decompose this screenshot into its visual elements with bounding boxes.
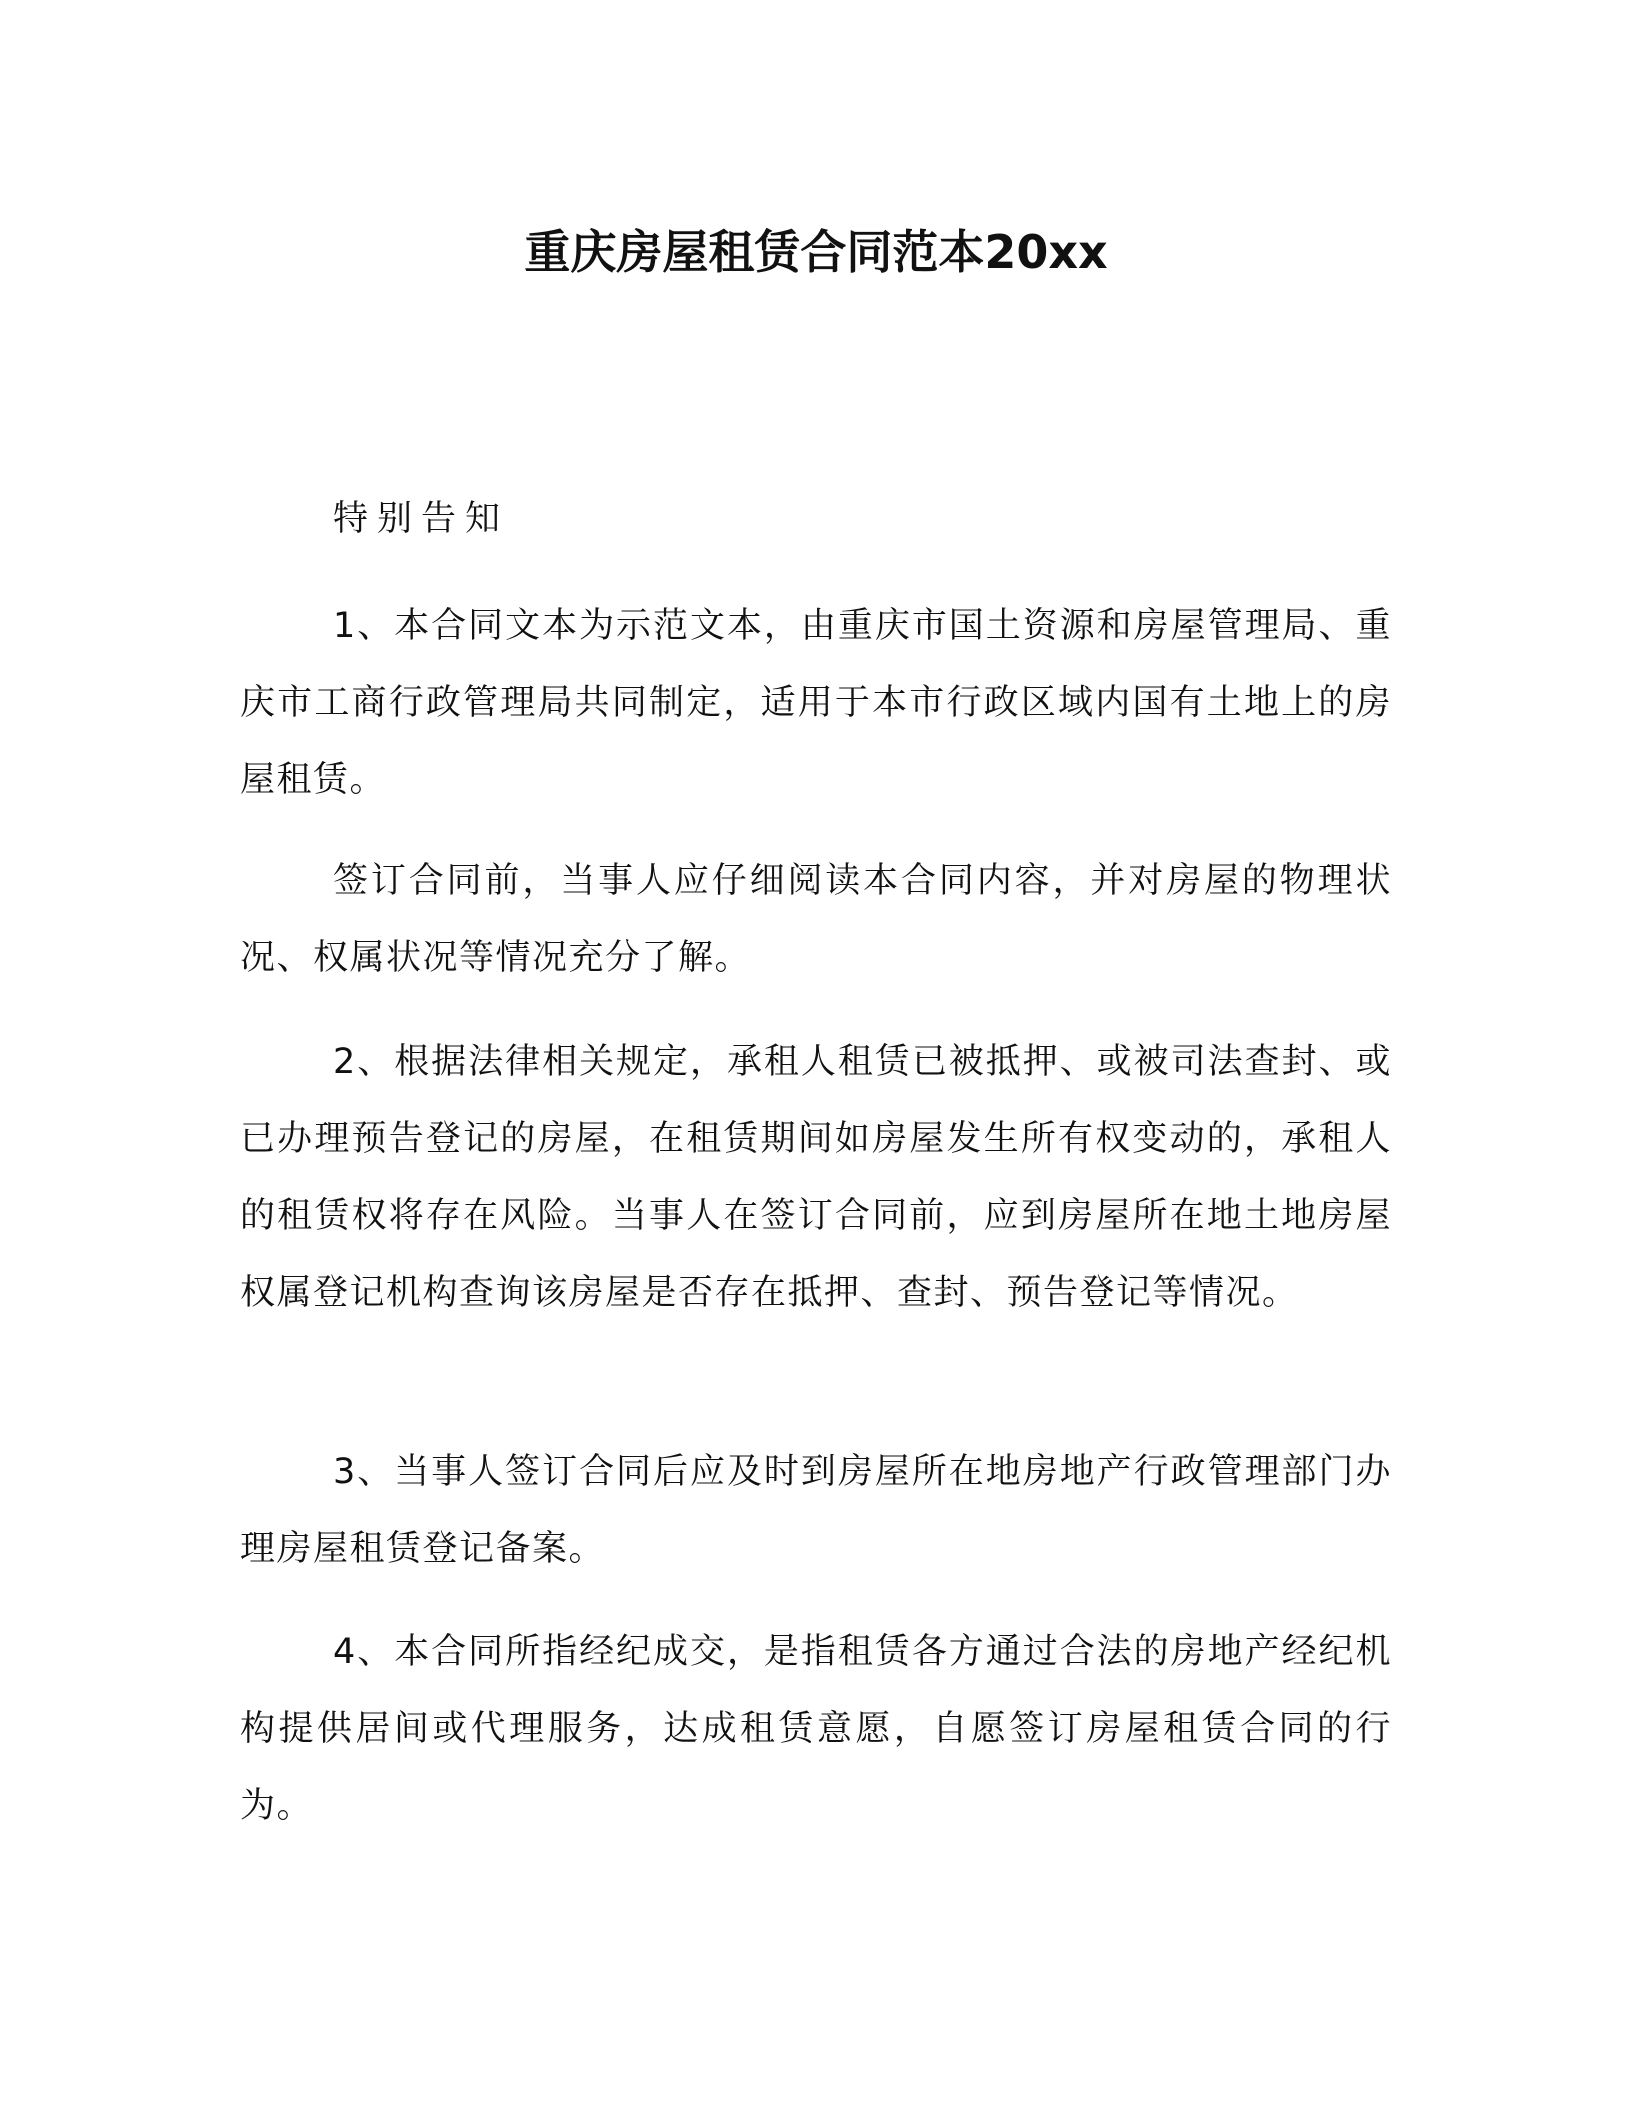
paragraph-4: 3、当事人签订合同后应及时到房屋所在地房地产行政管理部门办理房屋租赁登记备案。 [240, 1452, 1392, 1569]
document-title: 重庆房屋租赁合同范本20xx [524, 225, 1108, 279]
paragraph-5: 4、本合同所指经纪成交，是指租赁各方通过合法的房地产经纪机构提供居间或代理服务，达成租赁意愿，自愿签订房屋租赁合同的行为。 [240, 1632, 1392, 1826]
notice-heading: 特别告知 [333, 499, 510, 539]
paragraph-3: 2、根据法律相关规定，承租人租赁已被抵押、或被司法查封、或已办理预告登记的房屋，在租赁期间如房屋发生所有权变动的，承租人的租赁权将存在风险。当事人在签订合同前，应到房屋所在地土地房屋权属登记机构查询该房屋是否存在抵押、查封、预告登记等情况。 [240, 1042, 1392, 1313]
paragraph-2: 签订合同前，当事人应仔细阅读本合同内容，并对房屋的物理状况、权属状况等情况充分了解。 [240, 861, 1392, 978]
paragraph-1: 1、本合同文本为示范文本，由重庆市国土资源和房屋管理局、重庆市工商行政管理局共同制定，适用于本市行政区域内国有土地上的房屋租赁。 [240, 606, 1392, 800]
